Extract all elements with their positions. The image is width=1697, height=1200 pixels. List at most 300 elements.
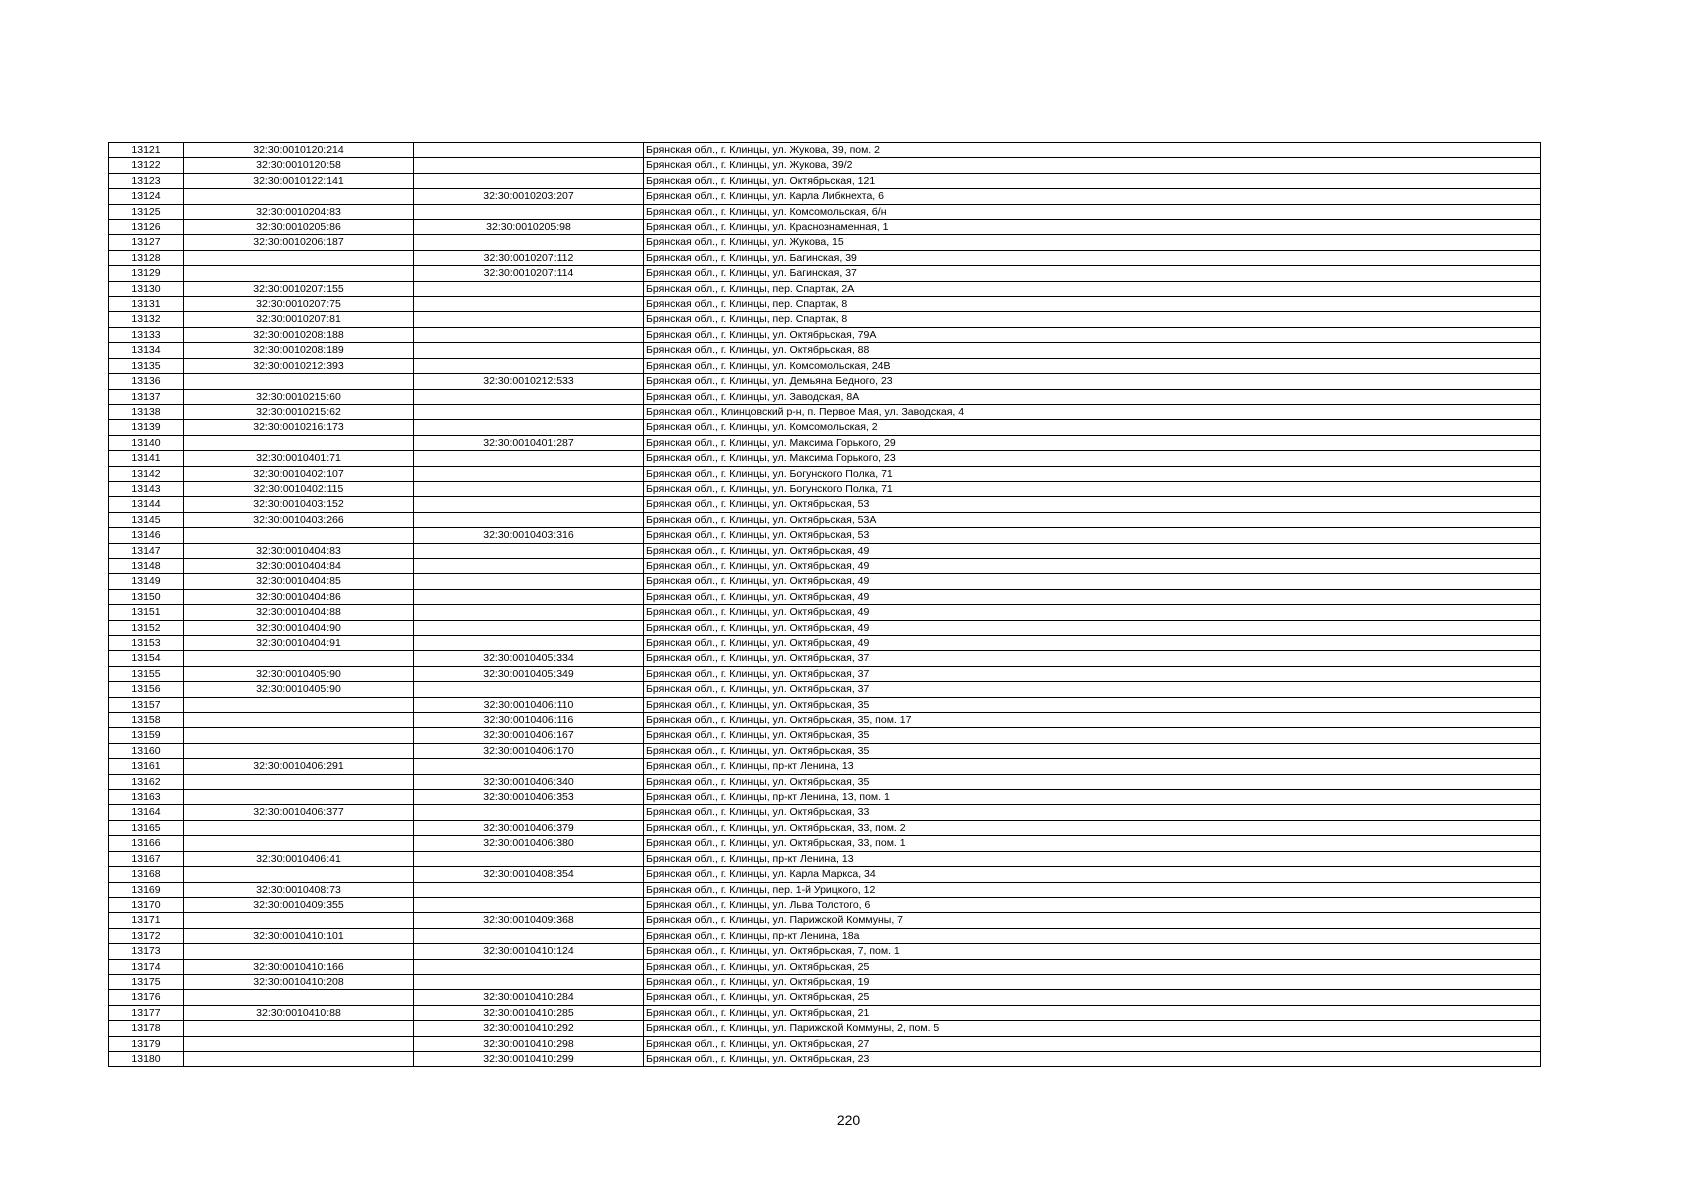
address-cell: Брянская обл., г. Клинцы, ул. Октябрьская, 35 <box>644 697 1541 712</box>
page-number: 220 <box>836 1112 861 1128</box>
row-number-cell: 13141 <box>109 451 184 466</box>
address-cell: Брянская обл., г. Клинцы, ул. Октябрьская, 49 <box>644 636 1541 651</box>
row-number-cell: 13122 <box>109 158 184 173</box>
cadastral-number-secondary-cell: 32:30:0010207:114 <box>414 266 644 281</box>
address-cell: Брянская обл., г. Клинцы, ул. Парижской Коммуны, 2, пом. 5 <box>644 1021 1541 1036</box>
row-number-cell: 13174 <box>109 959 184 974</box>
table-row <box>109 497 1541 512</box>
row-number-cell: 13123 <box>109 173 184 188</box>
cadastral-number-cell: 32:30:0010208:188 <box>184 327 414 342</box>
cadastral-number-secondary-cell <box>414 481 644 496</box>
cadastral-number-cell <box>184 728 414 743</box>
row-number-cell: 13139 <box>109 420 184 435</box>
cadastral-number-cell <box>184 374 414 389</box>
row-number-cell: 13159 <box>109 728 184 743</box>
address-cell: Брянская обл., г. Клинцы, пер. Спартак, 8 <box>644 312 1541 327</box>
cadastral-number-cell <box>184 867 414 882</box>
address-cell: Брянская обл., г. Клинцы, пр-кт Ленина, 18а <box>644 928 1541 943</box>
table-row <box>109 651 1541 666</box>
table-row <box>109 297 1541 312</box>
cadastral-number-cell <box>184 651 414 666</box>
cadastral-number-cell <box>184 913 414 928</box>
row-number-cell: 13179 <box>109 1036 184 1051</box>
cadastral-number-secondary-cell <box>414 158 644 173</box>
table-row <box>109 158 1541 173</box>
row-number-cell: 13150 <box>109 589 184 604</box>
cadastral-number-secondary-cell: 32:30:0010406:170 <box>414 743 644 758</box>
cadastral-number-secondary-cell <box>414 897 644 912</box>
cadastral-number-cell: 32:30:0010208:189 <box>184 343 414 358</box>
row-number-cell: 13137 <box>109 389 184 404</box>
table-row <box>109 913 1541 928</box>
address-cell: Брянская обл., г. Клинцы, ул. Октябрьская, 33 <box>644 805 1541 820</box>
cadastral-number-secondary-cell: 32:30:0010409:368 <box>414 913 644 928</box>
cadastral-number-secondary-cell <box>414 281 644 296</box>
cadastral-number-secondary-cell <box>414 343 644 358</box>
cadastral-number-secondary-cell <box>414 759 644 774</box>
address-cell: Брянская обл., г. Клинцы, ул. Октябрьская, 49 <box>644 574 1541 589</box>
cadastral-number-secondary-cell <box>414 497 644 512</box>
cadastral-number-cell: 32:30:0010205:86 <box>184 220 414 235</box>
cadastral-number-cell <box>184 250 414 265</box>
cadastral-number-secondary-cell <box>414 451 644 466</box>
cadastral-number-secondary-cell <box>414 928 644 943</box>
cadastral-number-cell <box>184 435 414 450</box>
address-cell: Брянская обл., г. Клинцы, ул. Октябрьская, 79А <box>644 327 1541 342</box>
row-number-cell: 13155 <box>109 666 184 681</box>
cadastral-number-cell: 32:30:0010409:355 <box>184 897 414 912</box>
row-number-cell: 13148 <box>109 558 184 573</box>
table-row <box>109 543 1541 558</box>
cadastral-number-cell: 32:30:0010410:208 <box>184 974 414 989</box>
cadastral-number-cell: 32:30:0010406:377 <box>184 805 414 820</box>
row-number-cell: 13124 <box>109 189 184 204</box>
table-row <box>109 143 1541 158</box>
row-number-cell: 13136 <box>109 374 184 389</box>
cadastral-number-secondary-cell <box>414 204 644 219</box>
address-cell: Брянская обл., г. Клинцы, ул. Жукова, 39, пом. 2 <box>644 143 1541 158</box>
row-number-cell: 13147 <box>109 543 184 558</box>
cadastral-number-cell <box>184 1051 414 1066</box>
cadastral-number-secondary-cell: 32:30:0010212:533 <box>414 374 644 389</box>
cadastral-number-cell <box>184 1021 414 1036</box>
table-row <box>109 204 1541 219</box>
table-row <box>109 1051 1541 1066</box>
table-row <box>109 620 1541 635</box>
address-cell: Брянская обл., г. Клинцы, пр-кт Ленина, 13, пом. 1 <box>644 790 1541 805</box>
table-row <box>109 343 1541 358</box>
address-cell: Брянская обл., г. Клинцы, ул. Октябрьская, 49 <box>644 620 1541 635</box>
cadastral-number-secondary-cell <box>414 589 644 604</box>
table-row <box>109 435 1541 450</box>
row-number-cell: 13180 <box>109 1051 184 1066</box>
row-number-cell: 13143 <box>109 481 184 496</box>
table-row <box>109 1021 1541 1036</box>
address-cell: Брянская обл., г. Клинцы, ул. Октябрьская, 35 <box>644 774 1541 789</box>
cadastral-number-secondary-cell <box>414 512 644 527</box>
row-number-cell: 13173 <box>109 944 184 959</box>
table-row <box>109 189 1541 204</box>
cadastral-number-secondary-cell <box>414 959 644 974</box>
cadastral-number-cell: 32:30:0010404:83 <box>184 543 414 558</box>
table-row <box>109 636 1541 651</box>
table-row <box>109 266 1541 281</box>
row-number-cell: 13163 <box>109 790 184 805</box>
cadastral-number-secondary-cell <box>414 851 644 866</box>
table-row <box>109 759 1541 774</box>
address-cell: Брянская обл., г. Клинцы, пер. Спартак, 2А <box>644 281 1541 296</box>
address-cell: Брянская обл., г. Клинцы, ул. Октябрьская, 53А <box>644 512 1541 527</box>
row-number-cell: 13177 <box>109 1005 184 1020</box>
cadastral-number-secondary-cell: 32:30:0010406:379 <box>414 820 644 835</box>
table-row <box>109 312 1541 327</box>
table-row <box>109 466 1541 481</box>
cadastral-number-secondary-cell <box>414 574 644 589</box>
row-number-cell: 13153 <box>109 636 184 651</box>
address-cell: Брянская обл., г. Клинцы, ул. Максима Горького, 23 <box>644 451 1541 466</box>
cadastral-number-cell <box>184 774 414 789</box>
address-cell: Брянская обл., г. Клинцы, ул. Октябрьская, 23 <box>644 1051 1541 1066</box>
cadastral-number-secondary-cell: 32:30:0010410:298 <box>414 1036 644 1051</box>
row-number-cell: 13171 <box>109 913 184 928</box>
address-cell: Брянская обл., г. Клинцы, ул. Октябрьская, 19 <box>644 974 1541 989</box>
cadastral-number-cell: 32:30:0010207:75 <box>184 297 414 312</box>
row-number-cell: 13164 <box>109 805 184 820</box>
table-row <box>109 220 1541 235</box>
address-cell: Брянская обл., г. Клинцы, ул. Богунского Полка, 71 <box>644 481 1541 496</box>
address-cell: Брянская обл., г. Клинцы, ул. Жукова, 39/2 <box>644 158 1541 173</box>
address-cell: Брянская обл., г. Клинцы, ул. Демьяна Бедного, 23 <box>644 374 1541 389</box>
row-number-cell: 13140 <box>109 435 184 450</box>
address-cell: Брянская обл., г. Клинцы, ул. Октябрьская, 35, пом. 17 <box>644 713 1541 728</box>
address-cell: Брянская обл., г. Клинцы, пр-кт Ленина, 13 <box>644 759 1541 774</box>
address-cell: Брянская обл., г. Клинцы, ул. Октябрьская, 33, пом. 1 <box>644 836 1541 851</box>
cadastral-number-cell <box>184 266 414 281</box>
cadastral-number-cell: 32:30:0010410:101 <box>184 928 414 943</box>
row-number-cell: 13168 <box>109 867 184 882</box>
cadastral-number-secondary-cell <box>414 974 644 989</box>
cadastral-number-cell: 32:30:0010408:73 <box>184 882 414 897</box>
cadastral-number-secondary-cell: 32:30:0010406:116 <box>414 713 644 728</box>
address-cell: Брянская обл., г. Клинцы, ул. Комсомольская, б/н <box>644 204 1541 219</box>
row-number-cell: 13129 <box>109 266 184 281</box>
cadastral-number-secondary-cell <box>414 558 644 573</box>
table-row <box>109 358 1541 373</box>
address-cell: Брянская обл., г. Клинцы, ул. Октябрьская, 53 <box>644 528 1541 543</box>
table-row <box>109 774 1541 789</box>
row-number-cell: 13134 <box>109 343 184 358</box>
cadastral-number-cell: 32:30:0010404:86 <box>184 589 414 604</box>
row-number-cell: 13121 <box>109 143 184 158</box>
cadastral-number-secondary-cell: 32:30:0010205:98 <box>414 220 644 235</box>
address-cell: Брянская обл., г. Клинцы, ул. Октябрьская, 35 <box>644 728 1541 743</box>
row-number-cell: 13146 <box>109 528 184 543</box>
table-row <box>109 420 1541 435</box>
table-row <box>109 820 1541 835</box>
table-row <box>109 990 1541 1005</box>
address-cell: Брянская обл., г. Клинцы, ул. Октябрьская, 37 <box>644 682 1541 697</box>
table-row <box>109 867 1541 882</box>
address-cell: Брянская обл., г. Клинцы, пер. 1-й Урицкого, 12 <box>644 882 1541 897</box>
address-cell: Брянская обл., г. Клинцы, ул. Максима Горького, 29 <box>644 435 1541 450</box>
registry-table <box>108 142 1541 1067</box>
cadastral-number-cell: 32:30:0010215:60 <box>184 389 414 404</box>
cadastral-number-cell: 32:30:0010207:81 <box>184 312 414 327</box>
row-number-cell: 13154 <box>109 651 184 666</box>
cadastral-number-cell: 32:30:0010405:90 <box>184 666 414 681</box>
row-number-cell: 13175 <box>109 974 184 989</box>
address-cell: Брянская обл., г. Клинцы, ул. Краснознаменная, 1 <box>644 220 1541 235</box>
address-cell: Брянская обл., г. Клинцы, ул. Октябрьская, 27 <box>644 1036 1541 1051</box>
row-number-cell: 13160 <box>109 743 184 758</box>
table-row <box>109 589 1541 604</box>
cadastral-number-cell <box>184 1036 414 1051</box>
cadastral-number-secondary-cell: 32:30:0010403:316 <box>414 528 644 543</box>
cadastral-number-secondary-cell: 32:30:0010410:299 <box>414 1051 644 1066</box>
cadastral-number-cell: 32:30:0010403:152 <box>184 497 414 512</box>
row-number-cell: 13132 <box>109 312 184 327</box>
address-cell: Брянская обл., г. Клинцы, пр-кт Ленина, 13 <box>644 851 1541 866</box>
cadastral-number-cell: 32:30:0010403:266 <box>184 512 414 527</box>
row-number-cell: 13130 <box>109 281 184 296</box>
row-number-cell: 13151 <box>109 605 184 620</box>
cadastral-number-cell: 32:30:0010406:291 <box>184 759 414 774</box>
cadastral-number-cell <box>184 528 414 543</box>
cadastral-number-cell: 32:30:0010410:88 <box>184 1005 414 1020</box>
cadastral-number-cell <box>184 743 414 758</box>
table-row <box>109 173 1541 188</box>
table-row <box>109 944 1541 959</box>
row-number-cell: 13161 <box>109 759 184 774</box>
row-number-cell: 13144 <box>109 497 184 512</box>
table-row <box>109 790 1541 805</box>
row-number-cell: 13152 <box>109 620 184 635</box>
row-number-cell: 13176 <box>109 990 184 1005</box>
cadastral-number-secondary-cell <box>414 404 644 419</box>
row-number-cell: 13170 <box>109 897 184 912</box>
cadastral-number-secondary-cell: 32:30:0010405:334 <box>414 651 644 666</box>
table-row <box>109 666 1541 681</box>
cadastral-number-cell: 32:30:0010404:90 <box>184 620 414 635</box>
cadastral-number-cell: 32:30:0010204:83 <box>184 204 414 219</box>
cadastral-number-secondary-cell: 32:30:0010401:287 <box>414 435 644 450</box>
cadastral-number-cell: 32:30:0010404:88 <box>184 605 414 620</box>
cadastral-number-cell: 32:30:0010405:90 <box>184 682 414 697</box>
table-row <box>109 250 1541 265</box>
row-number-cell: 13138 <box>109 404 184 419</box>
table-row <box>109 682 1541 697</box>
cadastral-number-cell: 32:30:0010402:115 <box>184 481 414 496</box>
table-row <box>109 851 1541 866</box>
cadastral-number-secondary-cell: 32:30:0010406:340 <box>414 774 644 789</box>
table-row <box>109 327 1541 342</box>
table-row <box>109 805 1541 820</box>
table-row <box>109 389 1541 404</box>
cadastral-number-cell: 32:30:0010216:173 <box>184 420 414 435</box>
cadastral-number-cell: 32:30:0010401:71 <box>184 451 414 466</box>
cadastral-number-secondary-cell: 32:30:0010405:349 <box>414 666 644 681</box>
cadastral-number-cell: 32:30:0010207:155 <box>184 281 414 296</box>
table-row <box>109 897 1541 912</box>
cadastral-number-cell: 32:30:0010402:107 <box>184 466 414 481</box>
address-cell: Брянская обл., Клинцовский р-н, п. Первое Мая, ул. Заводская, 4 <box>644 404 1541 419</box>
row-number-cell: 13149 <box>109 574 184 589</box>
cadastral-number-secondary-cell: 32:30:0010203:207 <box>414 189 644 204</box>
cadastral-number-secondary-cell <box>414 466 644 481</box>
row-number-cell: 13172 <box>109 928 184 943</box>
cadastral-number-secondary-cell <box>414 327 644 342</box>
table-row <box>109 697 1541 712</box>
cadastral-number-secondary-cell: 32:30:0010406:110 <box>414 697 644 712</box>
address-cell: Брянская обл., г. Клинцы, ул. Октябрьская, 121 <box>644 173 1541 188</box>
row-number-cell: 13169 <box>109 882 184 897</box>
table-row <box>109 836 1541 851</box>
row-number-cell: 13126 <box>109 220 184 235</box>
cadastral-number-cell <box>184 189 414 204</box>
cadastral-number-secondary-cell: 32:30:0010406:380 <box>414 836 644 851</box>
cadastral-number-cell: 32:30:0010404:85 <box>184 574 414 589</box>
row-number-cell: 13166 <box>109 836 184 851</box>
row-number-cell: 13145 <box>109 512 184 527</box>
address-cell: Брянская обл., г. Клинцы, ул. Октябрьская, 33, пом. 2 <box>644 820 1541 835</box>
cadastral-number-cell <box>184 697 414 712</box>
address-cell: Брянская обл., г. Клинцы, ул. Октябрьская, 49 <box>644 543 1541 558</box>
row-number-cell: 13165 <box>109 820 184 835</box>
cadastral-number-secondary-cell: 32:30:0010408:354 <box>414 867 644 882</box>
table-row <box>109 1036 1541 1051</box>
cadastral-number-cell <box>184 820 414 835</box>
address-cell: Брянская обл., г. Клинцы, ул. Карла Маркса, 34 <box>644 867 1541 882</box>
address-cell: Брянская обл., г. Клинцы, ул. Октябрьская, 49 <box>644 589 1541 604</box>
cadastral-number-secondary-cell: 32:30:0010410:284 <box>414 990 644 1005</box>
address-cell: Брянская обл., г. Клинцы, ул. Октябрьская, 49 <box>644 558 1541 573</box>
row-number-cell: 13157 <box>109 697 184 712</box>
row-number-cell: 13158 <box>109 713 184 728</box>
table-row <box>109 281 1541 296</box>
table-row <box>109 451 1541 466</box>
address-cell: Брянская обл., г. Клинцы, пер. Спартак, 8 <box>644 297 1541 312</box>
address-cell: Брянская обл., г. Клинцы, ул. Октябрьская, 37 <box>644 666 1541 681</box>
table-row <box>109 882 1541 897</box>
table-row <box>109 1005 1541 1020</box>
cadastral-number-secondary-cell: 32:30:0010406:353 <box>414 790 644 805</box>
row-number-cell: 13156 <box>109 682 184 697</box>
address-cell: Брянская обл., г. Клинцы, ул. Октябрьская, 88 <box>644 343 1541 358</box>
cadastral-number-secondary-cell <box>414 420 644 435</box>
table-row <box>109 235 1541 250</box>
row-number-cell: 13135 <box>109 358 184 373</box>
registry-table-body <box>109 143 1541 1067</box>
row-number-cell: 13142 <box>109 466 184 481</box>
cadastral-number-secondary-cell <box>414 543 644 558</box>
table-row <box>109 374 1541 389</box>
row-number-cell: 13128 <box>109 250 184 265</box>
cadastral-number-secondary-cell <box>414 605 644 620</box>
cadastral-number-cell <box>184 990 414 1005</box>
table-row <box>109 974 1541 989</box>
row-number-cell: 13127 <box>109 235 184 250</box>
row-number-cell: 13162 <box>109 774 184 789</box>
cadastral-number-secondary-cell: 32:30:0010207:112 <box>414 250 644 265</box>
cadastral-number-cell: 32:30:0010206:187 <box>184 235 414 250</box>
address-cell: Брянская обл., г. Клинцы, ул. Октябрьская, 7, пом. 1 <box>644 944 1541 959</box>
address-cell: Брянская обл., г. Клинцы, ул. Комсомольская, 2 <box>644 420 1541 435</box>
cadastral-number-cell: 32:30:0010122:141 <box>184 173 414 188</box>
table-row <box>109 605 1541 620</box>
cadastral-number-secondary-cell: 32:30:0010410:285 <box>414 1005 644 1020</box>
table-row <box>109 404 1541 419</box>
address-cell: Брянская обл., г. Клинцы, ул. Парижской Коммуны, 7 <box>644 913 1541 928</box>
table-row <box>109 728 1541 743</box>
cadastral-number-cell: 32:30:0010215:62 <box>184 404 414 419</box>
cadastral-number-secondary-cell <box>414 389 644 404</box>
table-row <box>109 528 1541 543</box>
cadastral-number-secondary-cell: 32:30:0010410:292 <box>414 1021 644 1036</box>
cadastral-number-secondary-cell <box>414 636 644 651</box>
address-cell: Брянская обл., г. Клинцы, ул. Октябрьская, 21 <box>644 1005 1541 1020</box>
cadastral-number-cell <box>184 944 414 959</box>
address-cell: Брянская обл., г. Клинцы, ул. Октябрьская, 25 <box>644 990 1541 1005</box>
row-number-cell: 13125 <box>109 204 184 219</box>
address-cell: Брянская обл., г. Клинцы, ул. Заводская, 8А <box>644 389 1541 404</box>
row-number-cell: 13167 <box>109 851 184 866</box>
cadastral-number-secondary-cell <box>414 682 644 697</box>
cadastral-number-cell <box>184 790 414 805</box>
cadastral-number-secondary-cell <box>414 882 644 897</box>
address-cell: Брянская обл., г. Клинцы, ул. Багинская, 39 <box>644 250 1541 265</box>
cadastral-number-secondary-cell <box>414 235 644 250</box>
cadastral-number-secondary-cell: 32:30:0010406:167 <box>414 728 644 743</box>
address-cell: Брянская обл., г. Клинцы, ул. Октябрьская, 37 <box>644 651 1541 666</box>
table-row <box>109 481 1541 496</box>
table-row <box>109 959 1541 974</box>
cadastral-number-secondary-cell <box>414 297 644 312</box>
cadastral-number-cell <box>184 713 414 728</box>
row-number-cell: 13133 <box>109 327 184 342</box>
address-cell: Брянская обл., г. Клинцы, ул. Льва Толстого, 6 <box>644 897 1541 912</box>
table-row <box>109 558 1541 573</box>
row-number-cell: 13131 <box>109 297 184 312</box>
address-cell: Брянская обл., г. Клинцы, ул. Октябрьская, 35 <box>644 743 1541 758</box>
address-cell: Брянская обл., г. Клинцы, ул. Карла Либкнехта, 6 <box>644 189 1541 204</box>
address-cell: Брянская обл., г. Клинцы, ул. Богунского Полка, 71 <box>644 466 1541 481</box>
cadastral-number-cell: 32:30:0010212:393 <box>184 358 414 373</box>
address-cell: Брянская обл., г. Клинцы, ул. Жукова, 15 <box>644 235 1541 250</box>
cadastral-number-secondary-cell <box>414 358 644 373</box>
cadastral-number-cell: 32:30:0010120:58 <box>184 158 414 173</box>
cadastral-number-secondary-cell <box>414 805 644 820</box>
table-row <box>109 928 1541 943</box>
cadastral-number-secondary-cell <box>414 620 644 635</box>
address-cell: Брянская обл., г. Клинцы, ул. Багинская, 37 <box>644 266 1541 281</box>
cadastral-number-secondary-cell: 32:30:0010410:124 <box>414 944 644 959</box>
cadastral-number-cell: 32:30:0010120:214 <box>184 143 414 158</box>
cadastral-number-cell: 32:30:0010410:166 <box>184 959 414 974</box>
cadastral-number-cell: 32:30:0010404:84 <box>184 558 414 573</box>
cadastral-number-secondary-cell <box>414 312 644 327</box>
table-row <box>109 512 1541 527</box>
table-row <box>109 743 1541 758</box>
cadastral-number-secondary-cell <box>414 173 644 188</box>
row-number-cell: 13178 <box>109 1021 184 1036</box>
table-row <box>109 574 1541 589</box>
address-cell: Брянская обл., г. Клинцы, ул. Октябрьская, 25 <box>644 959 1541 974</box>
cadastral-number-cell: 32:30:0010406:41 <box>184 851 414 866</box>
cadastral-number-cell: 32:30:0010404:91 <box>184 636 414 651</box>
cadastral-number-cell <box>184 836 414 851</box>
table-row <box>109 713 1541 728</box>
cadastral-number-secondary-cell <box>414 143 644 158</box>
